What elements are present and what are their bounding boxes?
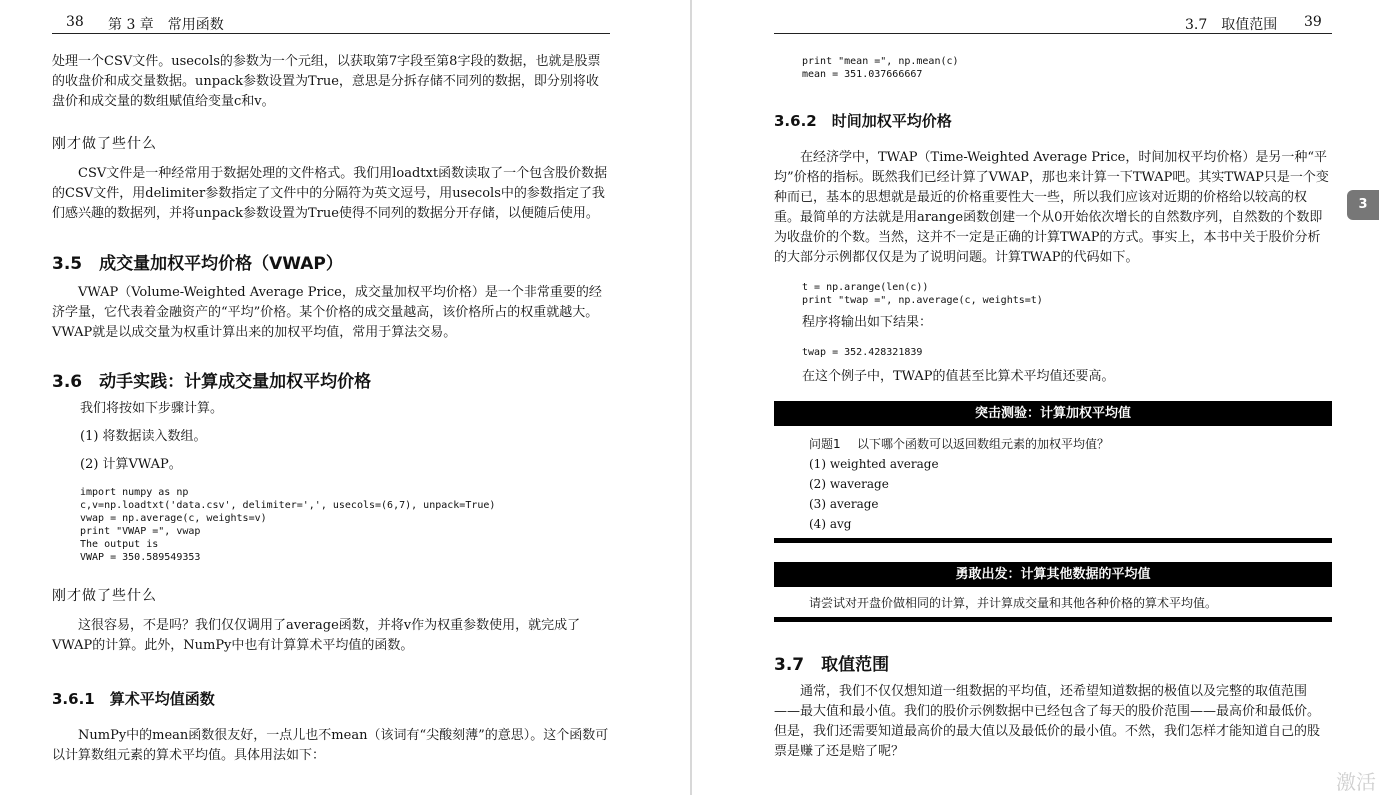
quiz-box-title: 突击测验：计算加权平均值 <box>774 401 1332 426</box>
step-1: (1) 将数据读入数组。 <box>80 429 207 444</box>
step-2: (2) 计算VWAP。 <box>80 457 182 472</box>
right-header-rule <box>774 33 1332 34</box>
quiz-option-3: (3) average <box>809 497 879 511</box>
quiz-question: 以下哪个函数可以返回数组元素的加权平均值？ <box>857 437 1110 451</box>
left-chapter-title: 第 3 章 常用函数 <box>108 17 224 33</box>
left-page-number: 38 <box>66 14 84 30</box>
section-3-6-heading: 3.6 动手实践：计算成交量加权平均价格 <box>52 372 372 392</box>
hero-box-text: 请尝试对开盘价做相同的计算，并计算成交量和其他各种价格的算术平均值。 <box>809 596 1218 610</box>
left-header-rule <box>52 33 610 34</box>
quiz-box-bottom-rule <box>774 538 1332 543</box>
section-3-6-2-heading: 3.6.2 时间加权平均价格 <box>774 112 952 130</box>
right-page-number: 39 <box>1304 14 1322 30</box>
code-block-twap: t = np.arange(len(c)) print "twap =", np.average(c, weights=t) <box>802 282 1043 306</box>
left-paragraph-6: NumPy中的mean函数很友好，一点儿也不mean（该词有“尖酸刻薄”的意思）。这个函数可以计算数组元素的算术平均值。具体用法如下： <box>52 728 609 763</box>
right-paragraph-4: 通常，我们不仅仅想知道一组数据的平均值，还希望知道数据的极值以及完整的取值范围——最大值和最小值。我们的股价示例数据中已经包含了每天的股价范围——最高价和最低价。但是，我们还需要知道最高价的最大值以及最低价的最小值。不然，我们怎样才能知道自己的股票是赚了还是赔了呢？ <box>774 684 1321 759</box>
left-paragraph-5: 这很容易，不是吗？我们仅仅调用了average函数，并将v作为权重参数使用，就完成了VWAP的计算。此外，NumPy中也有计算算术平均值的函数。 <box>52 618 581 653</box>
quiz-question-label: 问题1 <box>809 437 841 451</box>
what-just-happened-heading-2: 刚才做了些什么 <box>52 588 157 604</box>
activation-watermark: 激活 <box>1336 770 1376 794</box>
right-paragraph-3: 在这个例子中，TWAP的值甚至比算术平均值还要高。 <box>802 369 1115 384</box>
left-paragraph-1: 处理一个CSV文件。usecols的参数为一个元组，以获取第7字段至第8字段的数据，也就是股票的收盘价和成交量数据。unpack参数设置为True，意思是分拆存储不同列的数据，即分别将收盘价和成交量的数组赋值给变量c和v。 <box>52 54 601 109</box>
code-block-twap-output: twap = 352.428321839 <box>802 347 923 358</box>
right-page <box>692 0 1379 795</box>
quiz-option-1: (1) weighted average <box>809 457 939 471</box>
section-3-7-heading: 3.7 取值范围 <box>774 655 890 675</box>
right-paragraph-1: 在经济学中，TWAP（Time-Weighted Average Price，时间加权平均价格）是另一种“平均”价格的指标。既然我们已经计算了VWAP，那也来计算一下TWAP吧。其实TWAP只是一个变种而已，基本的思想就是最近的价格重要性大一些，所以我们应该对近期的价格给以较高的权重。最简单的方法就是用arange函数创建一个从0开始依次增长的自然数序列，自然数的个数即为收盘价的个数。当然，这并不一定是正确的计算TWAP的方式。事实上，本书中关于股价分析的大部分示例都仅仅是为了说明问题。计算TWAP的代码如下。 <box>774 150 1329 265</box>
code-block-vwap: import numpy as np c,v=np.loadtxt('data.csv', delimiter=',', usecols=(6,7), unpack=True) vwap = np.average(c, weights=v) print "VWAP =", vwap The output is VWAP = 350.589549353 <box>80 487 496 563</box>
chapter-tab: 3 <box>1347 190 1379 220</box>
right-section-title: 3.7 取值范围 <box>1185 17 1278 33</box>
left-paragraph-2: CSV文件是一种经常用于数据处理的文件格式。我们用loadtxt函数读取了一个包含股价数据的CSV文件，用delimiter参数指定了文件中的分隔符为英文逗号，用usecols中的参数指定了我们感兴趣的数据列，并将unpack参数设置为True使得不同列的数据分开存储，以便随后使用。 <box>52 166 608 221</box>
left-paragraph-4: 我们将按如下步骤计算。 <box>80 401 224 416</box>
code-block-mean: print "mean =", np.mean(c) mean = 351.037666667 <box>802 56 959 80</box>
left-paragraph-3: VWAP（Volume-Weighted Average Price，成交量加权平均价格）是一个非常重要的经济学量，它代表着金融资产的“平均”价格。某个价格的成交量越高，该价格所占的权重就越大。VWAP就是以成交量为权重计算出来的加权平均值，常用于算法交易。 <box>52 285 602 340</box>
hero-box-title: 勇敢出发：计算其他数据的平均值 <box>774 562 1332 587</box>
what-just-happened-heading-1: 刚才做了些什么 <box>52 136 157 152</box>
section-3-5-heading: 3.5 成交量加权平均价格（VWAP） <box>52 254 343 274</box>
quiz-option-4: (4) avg <box>809 517 852 531</box>
right-paragraph-2: 程序将输出如下结果： <box>802 315 933 330</box>
quiz-option-2: (2) waverage <box>809 477 889 491</box>
hero-box-bottom-rule <box>774 617 1332 622</box>
section-3-6-1-heading: 3.6.1 算术平均值函数 <box>52 690 215 708</box>
